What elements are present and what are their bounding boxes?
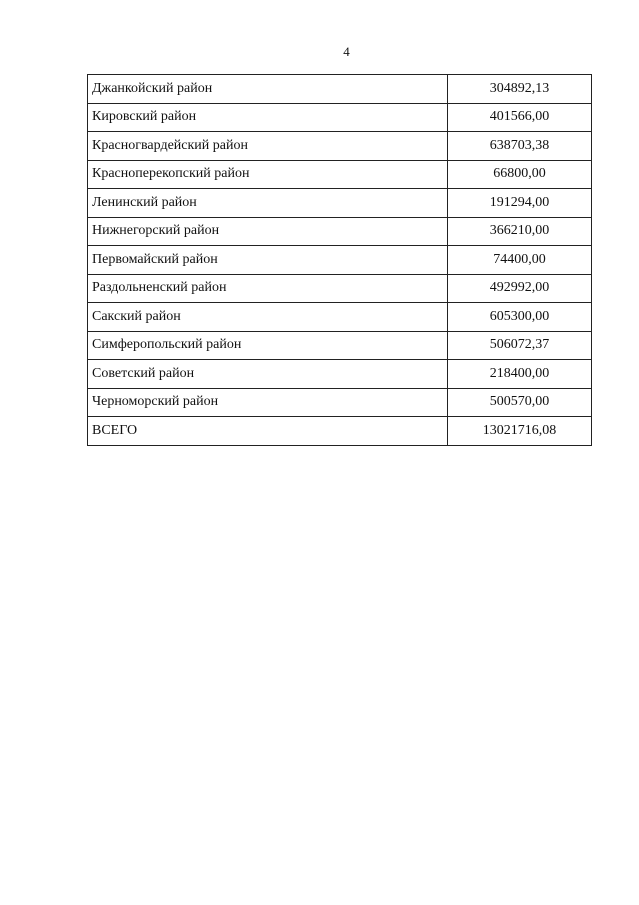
total-amount: 13021716,08 (448, 417, 592, 446)
district-amount: 366210,00 (448, 217, 592, 246)
district-name: Сакский район (88, 303, 448, 332)
district-name: Джанкойский район (88, 75, 448, 104)
table-row (88, 360, 592, 389)
district-amount: 74400,00 (448, 246, 592, 275)
district-amount: 66800,00 (448, 160, 592, 189)
total-row (88, 417, 592, 446)
district-amount: 492992,00 (448, 274, 592, 303)
district-amount: 500570,00 (448, 388, 592, 417)
table-row (88, 217, 592, 246)
district-amount: 191294,00 (448, 189, 592, 218)
district-amount: 401566,00 (448, 103, 592, 132)
table-row (88, 103, 592, 132)
district-name: Нижнегорский район (88, 217, 448, 246)
table-row (88, 132, 592, 161)
table-row (88, 331, 592, 360)
district-name: Симферопольский район (88, 331, 448, 360)
district-name: Черноморский район (88, 388, 448, 417)
district-amount: 638703,38 (448, 132, 592, 161)
district-name: Ленинский район (88, 189, 448, 218)
district-name: Раздольненский район (88, 274, 448, 303)
district-amount: 218400,00 (448, 360, 592, 389)
district-name: Кировский район (88, 103, 448, 132)
table-row (88, 246, 592, 275)
district-name: Красноперекопский район (88, 160, 448, 189)
table-row (88, 189, 592, 218)
district-amount: 304892,13 (448, 75, 592, 104)
district-amounts-table (87, 74, 592, 446)
page-number: 4 (343, 44, 350, 59)
table-row (88, 75, 592, 104)
table-row (88, 388, 592, 417)
table-row (88, 274, 592, 303)
district-name: Красногвардейский район (88, 132, 448, 161)
total-label: ВСЕГО (88, 417, 448, 446)
table-row (88, 303, 592, 332)
district-amount: 605300,00 (448, 303, 592, 332)
district-name: Первомайский район (88, 246, 448, 275)
district-amount: 506072,37 (448, 331, 592, 360)
table-row (88, 160, 592, 189)
district-name: Советский район (88, 360, 448, 389)
